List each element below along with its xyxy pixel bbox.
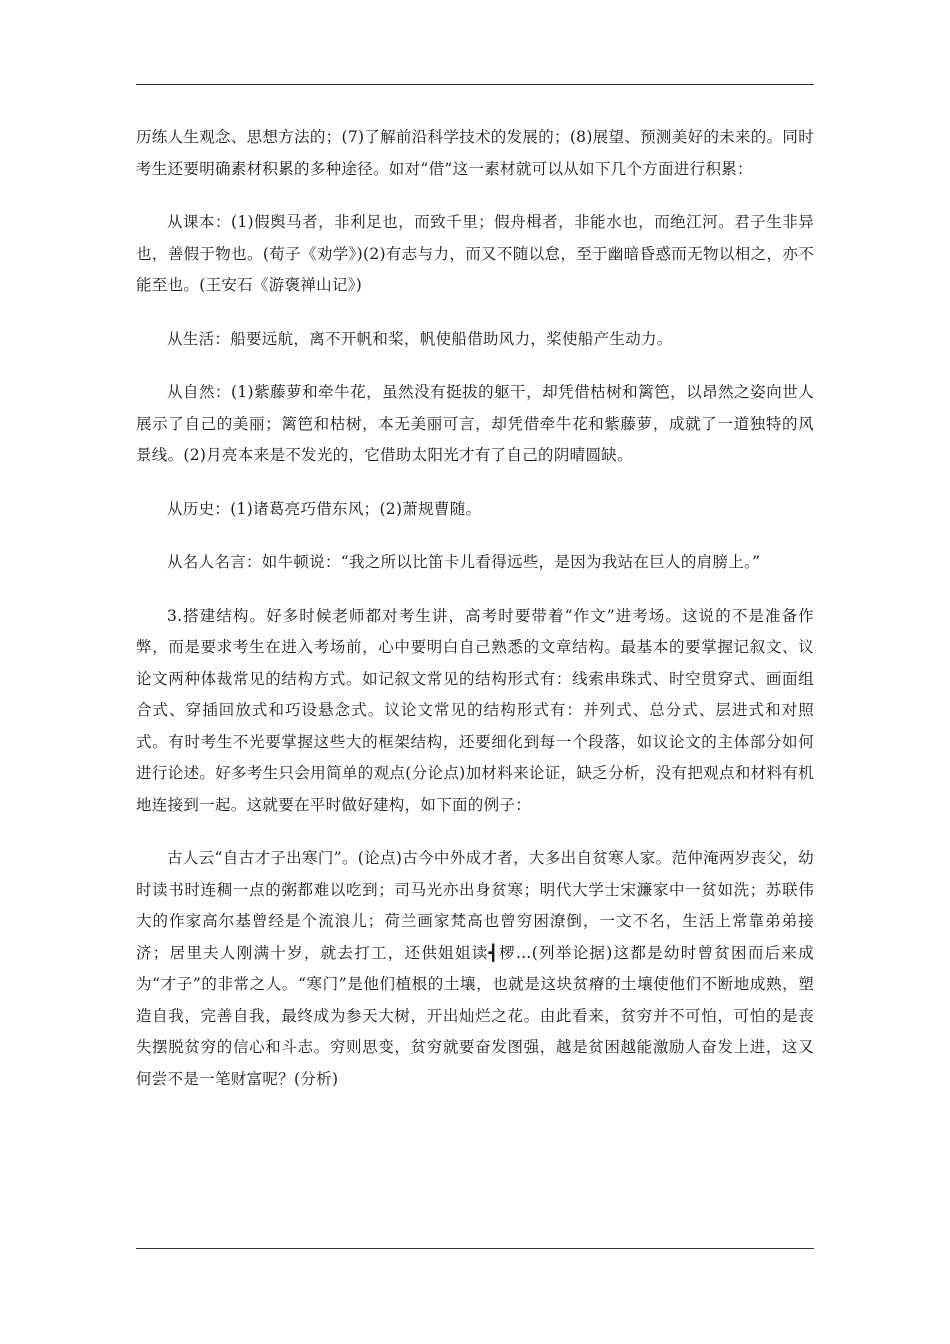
paragraph-6: 从名人名言：如牛顿说：“我之所以比笛卡儿看得远些，是因为我站在巨人的肩膀上。” <box>167 553 761 571</box>
paragraph-1: 历练人生观念、思想方法的；(7)了解前沿科学技术的发展的；(8)展望、预测美好的未来的。同时考生还要明确素材积累的多种途径。如对“借”这一素材就可以从如下几个方面进行积累： <box>136 128 814 178</box>
paragraph-7: 3.搭建结构。好多时候老师都对考生讲，高考时要带着“作文”进考场。这说的不是准备作弊，而是要求考生在进入考场前，心中要明白自己熟悉的文章结构。最基本的要掌握记叙文、议论文两种体裁常见的结构方式。如记叙文常见的结构形式有：线索串珠式、时空贯穿式、画面组合式、穿插回放式和巧设悬念式。议论文常见的结构形式有：并列式、总分式、层进式和对照式。有时考生不光要掌握这些大的框架结构，还要细化到每一个段落，如议论文的主体部分如何进行论述。好多考生只会用简单的观点(分论点)加材料来论证，缺乏分析，没有把观点和材料有机地连接到一起。这就要在平时做好建构，如下面的例子： <box>136 606 815 814</box>
paragraph-5: 从历史：(1)诸葛亮巧借东风；(2)萧规曹随。 <box>167 499 482 518</box>
footer-rule <box>136 1248 814 1249</box>
paragraph-3: 从生活：船要远航，离不开帆和桨，帆使船借助风力，桨使船产生动力。 <box>167 329 673 348</box>
paragraph-8: 古人云“自古才子出寒门”。(论点)古今中外成才者，大多出自贫寒人家。范仲淹两岁丧父，幼时读书时连稠一点的粥都难以吃到；司马光亦出身贫寒；明代大学士宋濂家中一贫如洗；苏联伟大的作家高尔基曾经是个流浪儿；荷兰画家梵高也曾穷困潦倒，一文不名，生活上常靠弟弟接济；居里夫人刚满十岁，就去打工，还供姐姐读┫椤…(列举论据)这都是幼时曾贫困而后来成为“才子”的非常之人。“寒门”是他们植根的土壤，也就是这块贫瘠的土壤使他们不断地成熟，塑造自我，完善自我，最终成为参天大树，开出灿烂之花。由此看来，贫穷并不可怕，可怕的是丧失摆脱贫穷的信心和斗志。穷则思变，贫穷就要奋发图强，越是贫困越能激励人奋发上进，这又何尝不是一笔财富呢？(分析) <box>136 849 814 1088</box>
document-body <box>136 122 814 1117</box>
header-rule <box>136 84 814 85</box>
paragraph-4: 从自然：(1)紫藤萝和牵牛花，虽然没有挺拔的躯干，却凭借枯树和篱笆，以昂然之姿向世人展示了自己的美丽；篱笆和枯树，本无美丽可言，却凭借牵牛花和紫藤萝，成就了一道独特的风景线。(2)月亮本来是不发光的，它借助太阳光才有了自己的阴晴圆缺。 <box>136 383 814 464</box>
paragraph-2: 从课本：(1)假舆马者，非利足也，而致千里；假舟楫者，非能水也，而绝江河。君子生非异也，善假于物也。(荀子《劝学》)(2)有志与力，而又不随以怠，至于幽暗昏惑而无物以相之，亦不能至也。(王安石《游褒禅山记》) <box>136 213 814 294</box>
